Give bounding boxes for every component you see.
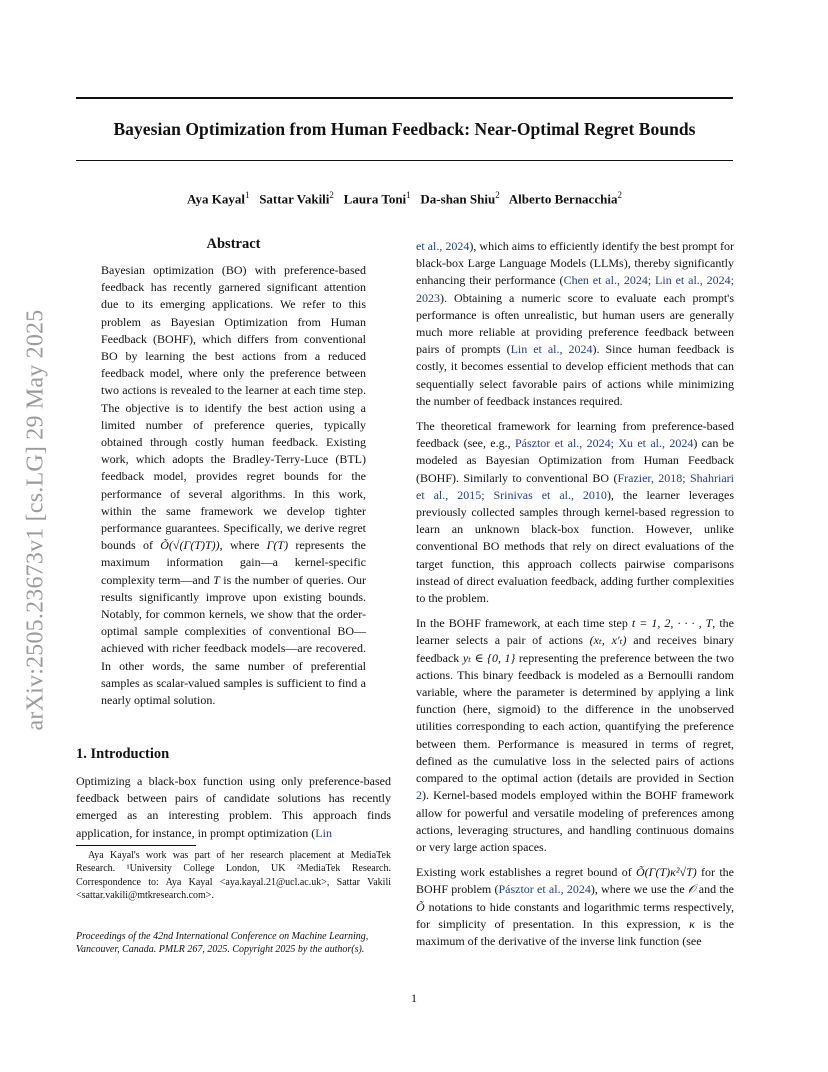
- abstract-body: [101, 262, 366, 709]
- right-column: [416, 238, 734, 958]
- abstract-text: , where: [219, 538, 267, 553]
- section-link[interactable]: 2: [416, 788, 422, 803]
- math-inline: t = 1, 2, · · · , T: [631, 616, 713, 631]
- body-text: Existing work establishes a regret bound of: [416, 865, 636, 880]
- proceedings-text: Proceedings of the 42nd International Conference on Machine Learning, Vancouver, Canada. PMLR 267, 2025. Copyright 2025 by the author(s).: [76, 931, 369, 956]
- title-bottom-rule: [76, 160, 733, 161]
- body-text: ), the learner leverages previously collected samples through kernel-based regression to learn an unknown black-box function. However, unlike conventional BO methods that rely on direct evaluations of the target function, this approach collects pairwise comparisons instead of direct evaluation feedback, adding further complexities to the problem.: [416, 487, 735, 606]
- title-top-rule: [76, 97, 733, 99]
- body-text: ), which aims to efficiently identify the best prompt for black-box Large Language Models (LLMs), thereby significantly enhancing their performance (: [416, 239, 734, 288]
- body-text: notations to hide constants and logarithmic terms respectively, for simplicity of presentation. In this expression,: [416, 899, 734, 931]
- author-affiliation: 1: [244, 190, 250, 200]
- citation-link[interactable]: et al., 2024: [416, 239, 470, 253]
- paragraph: [416, 615, 734, 856]
- arxiv-stamp: arXiv:2505.23673v1 [cs.LG] 29 May 2025: [22, 309, 49, 731]
- body-text: ). Obtaining a numeric score to evaluate each prompt's performance is often unrealistic, but human users are generally much more reliable at providing preference feedback between pairs of prompts (: [416, 290, 734, 357]
- citation-link[interactable]: Lin et al., 2024: [510, 342, 593, 357]
- math-inline: 𝒪: [687, 882, 696, 897]
- author-name: Sattar Vakili: [259, 191, 330, 207]
- body-text: for the BOHF problem (: [416, 865, 734, 897]
- proceedings-note: [76, 930, 391, 957]
- author-name: Aya Kayal: [187, 191, 245, 207]
- body-text: ) can be modeled as Bayesian Optimization from Human Feedback (BOHF). Similarly to conventional BO (: [416, 436, 734, 485]
- paragraph: [416, 418, 734, 607]
- body-text: ). Kernel-based models employed within the BOHF framework allow for powerful and versatile modeling of preferences among actions, leveraging structures, and handling continuous domains or very large action spaces.: [416, 788, 734, 854]
- author-name: Da-shan Shiu: [420, 191, 496, 207]
- author-affiliation: 2: [617, 190, 622, 200]
- body-text: Optimizing a black-box function using only preference-based feedback between pairs of candidate solutions has recently emerged as an interesting problem. This approach finds application, for instance, in prompt optimization (: [76, 774, 391, 840]
- footnote-text: Aya Kayal's work was part of her research placement at MediaTek Research. ¹University College London, UK ²MediaTek Research. Correspondence to: Aya Kayal <aya.kayal.21@ucl.ac.uk>, Sattar Vakili <sattar.vakili@mtkresearch.com>.: [76, 850, 391, 902]
- math-inline: yₜ ∈ {0, 1}: [462, 650, 516, 665]
- math-inline: Γ(T): [266, 538, 289, 553]
- body-text: In the BOHF framework, at each time step: [416, 616, 632, 631]
- citation-link[interactable]: Pásztor et al., 2024; Xu et al., 2024: [514, 436, 694, 451]
- math-inline: T: [213, 572, 220, 587]
- body-text: ). Since human feedback is costly, it becomes essential to develop efficient methods that can sequentially select favorable pairs of actions while minimizing the number of feedback instances required.: [416, 342, 734, 408]
- author-affiliation: 2: [495, 190, 500, 200]
- math-inline: Õ: [416, 899, 425, 914]
- paragraph: [416, 238, 734, 410]
- citation-link[interactable]: Lin: [315, 825, 332, 840]
- author-affiliation: 2: [329, 190, 334, 200]
- math-inline: κ: [689, 916, 695, 931]
- abstract-text: is the number of queries. Our results significantly improve upon existing bounds. Notably, for common kernels, we show that the order-optimal sample complexities of conventional BO—achieved with richer feedback models—are recovered. In other words, the same number of preferential samples as scalar-valued samples is sufficient to find a nearly optimal solution.: [101, 572, 366, 708]
- math-inline: Õ(Γ(T)κ²√T): [635, 865, 697, 880]
- body-text: , the learner selects a pair of actions: [416, 616, 734, 648]
- paragraph: [416, 864, 734, 950]
- abstract-heading: Abstract: [206, 236, 261, 252]
- author-name: Laura Toni: [343, 191, 407, 207]
- citation-link[interactable]: Chen et al., 2024; Lin et al., 2024; 2023: [416, 273, 734, 305]
- citation-link[interactable]: Pásztor et al., 2024: [498, 882, 591, 897]
- body-text: representing the preference between the two actions. This binary feedback is modeled as a Bernoulli random variable, where the parameter is determined by applying a link function (here, sigmoid) to the difference in the unobserved utilities corresponding to each action, quantifying the preference between them. Performance is measured in terms of regret, defined as the cumulative loss in the selected pairs of actions compared to the optimal action (details are provided in Section: [416, 650, 734, 786]
- page-number: 1: [411, 991, 417, 1005]
- citation-link[interactable]: Frazier, 2018; Shahriari et al., 2015; Srinivas et al., 2010: [416, 470, 734, 502]
- intro-paragraph-start: [76, 773, 391, 842]
- body-text: is the maximum of the derivative of the inverse link function (see: [416, 916, 734, 948]
- author-list: [76, 190, 733, 207]
- section-heading: 1. Introduction: [76, 746, 170, 762]
- body-text: The theoretical framework for learning from preference-based feedback (see, e.g.,: [416, 419, 734, 451]
- math-inline: (xₜ, x′ₜ): [589, 633, 627, 648]
- body-text: and receives binary feedback: [416, 633, 735, 665]
- author-affiliation: 1: [406, 190, 411, 200]
- footnote: [76, 849, 391, 903]
- body-text: ), where we use the: [590, 882, 688, 897]
- math-inline: Õ(√(Γ(T)T)): [160, 538, 220, 553]
- author-name: Alberto Bernacchia: [508, 191, 618, 207]
- body-text: and the: [695, 882, 734, 897]
- abstract-text: represents the maximum information gain—a kernel-specific complexity term—and: [101, 538, 366, 587]
- footnote-rule: [76, 845, 196, 846]
- abstract-text: Bayesian optimization (BO) with preference-based feedback has recently garnered significant attention due to its emerging applications. We refer to this problem as Bayesian Optimization from Human Feedback (BOHF), which differs from conventional BO by learning the best actions from a reduced feedback model, where only the preference between two actions is revealed to the learner at each time step. The objective is to identify the best action using a limited number of preference queries, typically obtained through costly human feedback. Existing work, which adopts the Bradley-Terry-Luce (BTL) feedback model, provides regret bounds for the performance of several algorithms. In this work, within the same framework we develop tighter performance guarantees. Specifically, we derive regret bounds of: [101, 263, 366, 553]
- paper-title: Bayesian Optimization from Human Feedback: Near-Optimal Regret Bounds: [113, 119, 696, 139]
